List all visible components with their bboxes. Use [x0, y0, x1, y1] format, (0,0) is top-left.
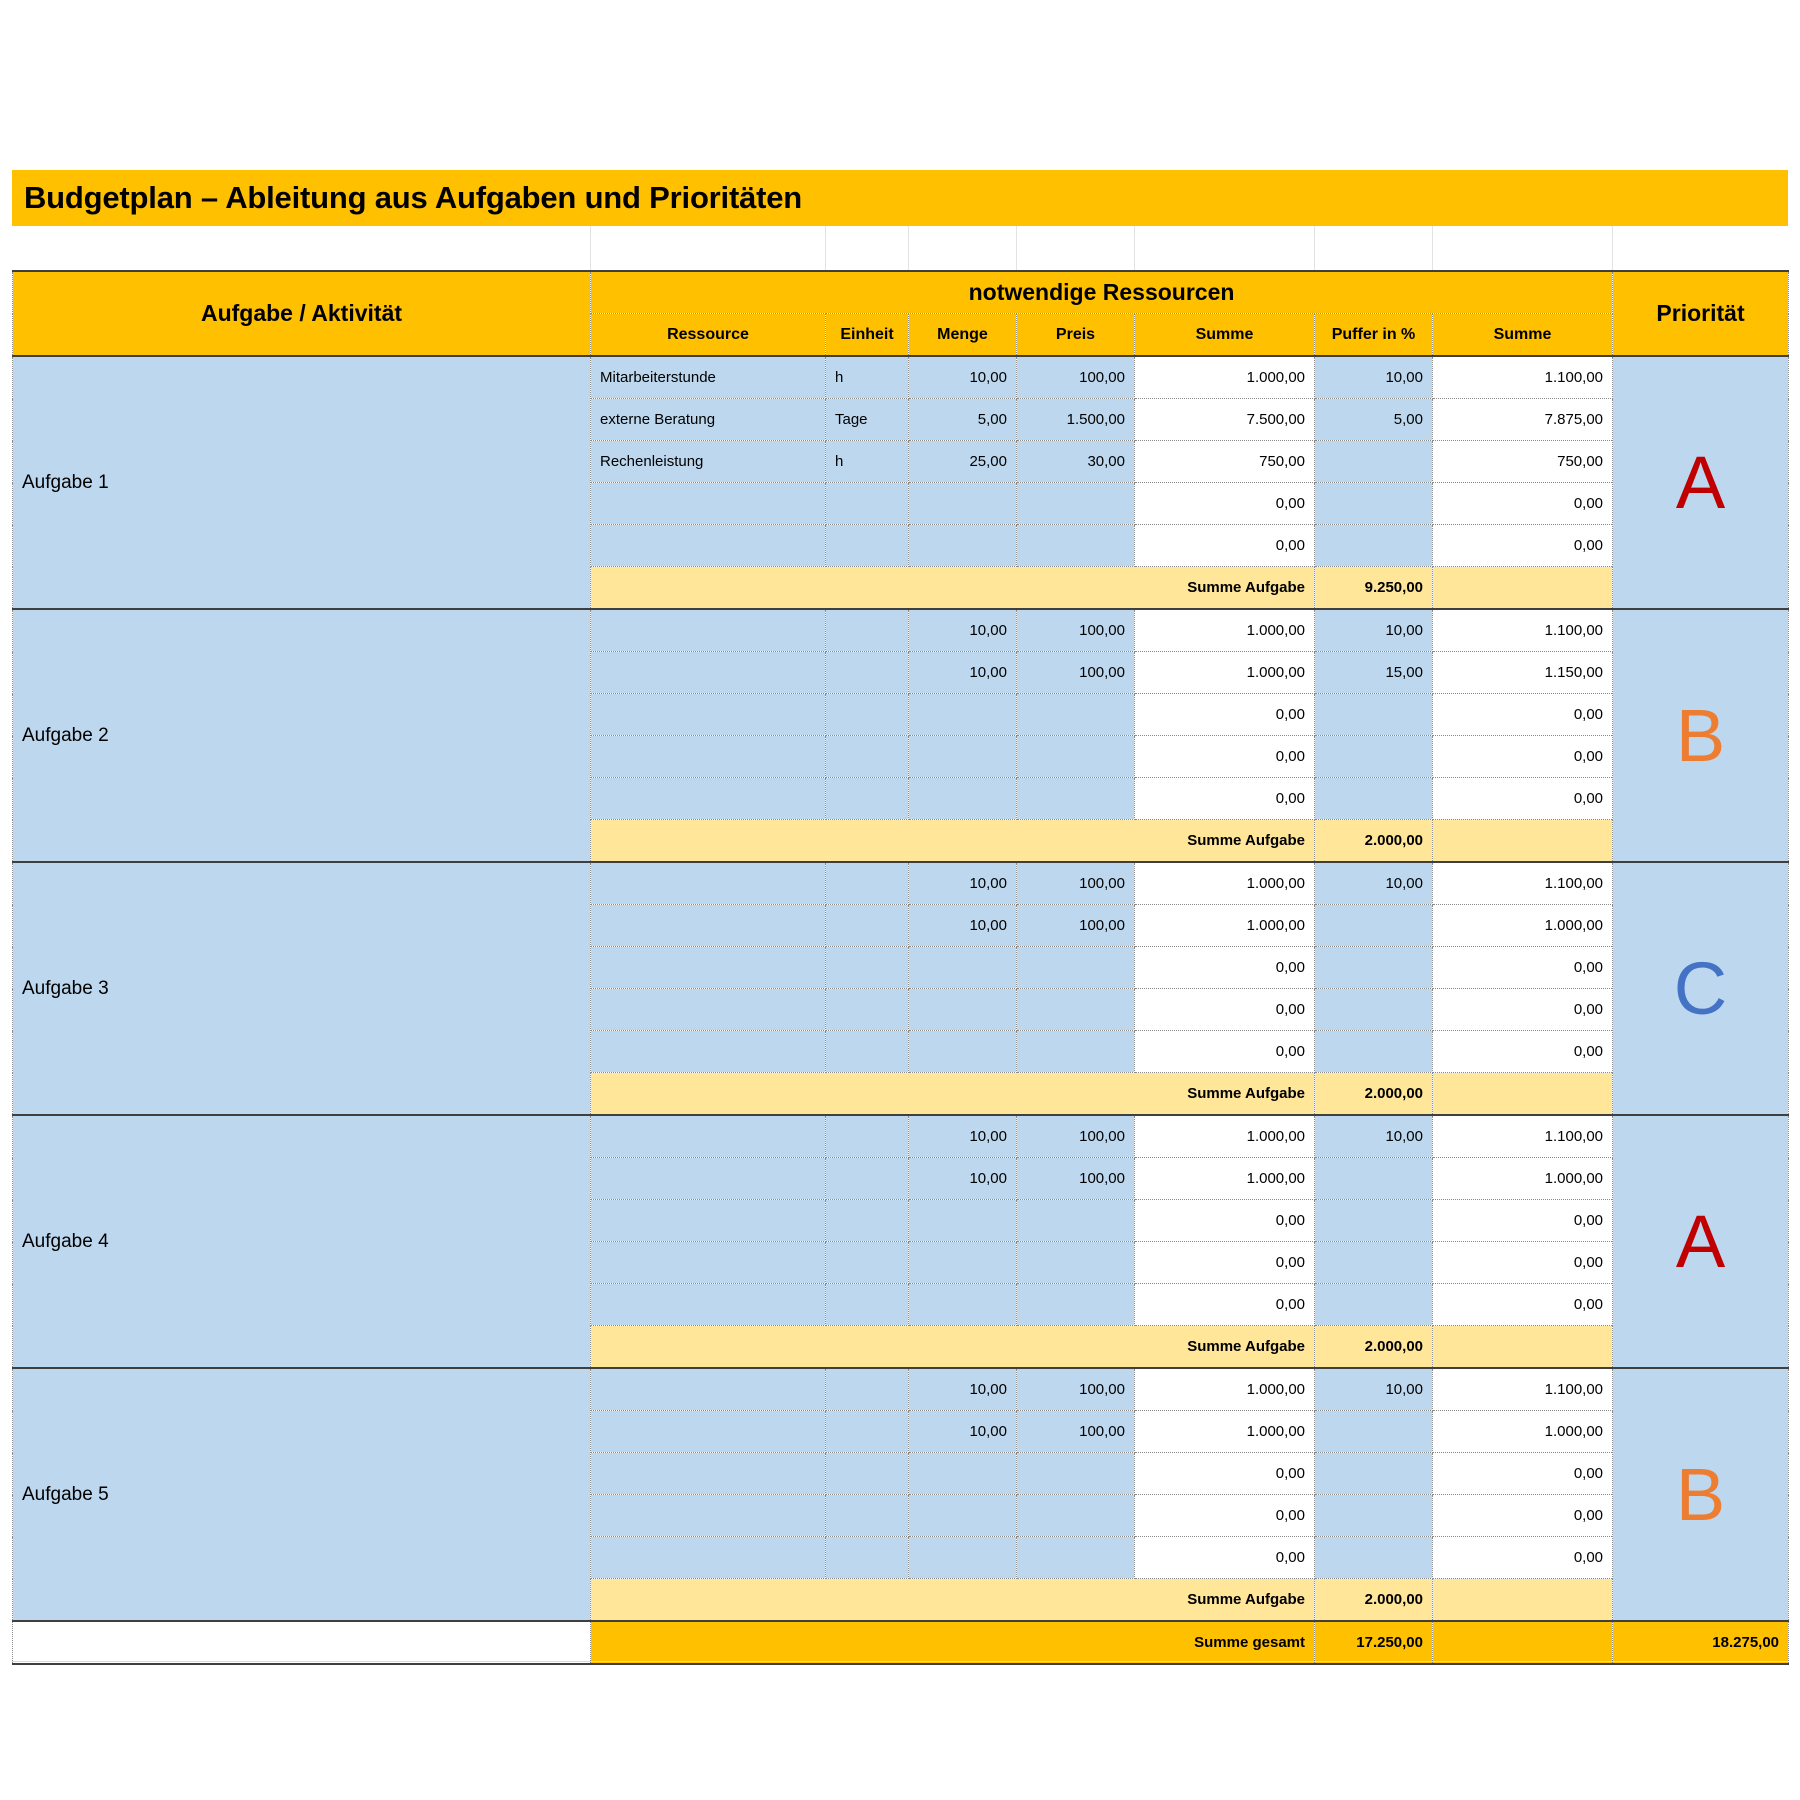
gridline: [1612, 226, 1613, 270]
cell-quantity[interactable]: 10,00: [909, 1115, 1017, 1158]
cell-buffer[interactable]: [1315, 989, 1433, 1031]
cell-resource[interactable]: [591, 1495, 826, 1537]
cell-unit[interactable]: h: [826, 441, 909, 483]
grand-total-buffer: [1433, 1621, 1613, 1664]
header-sum-with-buffer: Summe: [1433, 314, 1613, 357]
cell-price[interactable]: [1017, 947, 1135, 989]
subtotal-sum: 9.250,00: [1315, 567, 1433, 610]
cell-price[interactable]: [1017, 1200, 1135, 1242]
cell-unit[interactable]: [826, 483, 909, 525]
cell-sum-with-buffer[interactable]: 1.150,00: [1433, 652, 1613, 694]
cell-unit[interactable]: [826, 1031, 909, 1073]
cell-buffer[interactable]: 10,00: [1315, 1368, 1433, 1411]
cell-unit[interactable]: [826, 947, 909, 989]
cell-sum-with-buffer[interactable]: 7.875,00: [1433, 399, 1613, 441]
subtotal-buffer: [1433, 567, 1613, 610]
cell-buffer[interactable]: [1315, 1495, 1433, 1537]
cell-buffer[interactable]: [1315, 694, 1433, 736]
cell-sum[interactable]: 1.000,00: [1135, 1158, 1315, 1200]
cell-sum[interactable]: 0,00: [1135, 989, 1315, 1031]
cell-price[interactable]: [1017, 1537, 1135, 1579]
cell-quantity[interactable]: 10,00: [909, 356, 1017, 399]
cell-sum[interactable]: 0,00: [1135, 694, 1315, 736]
cell-resource[interactable]: [591, 1453, 826, 1495]
grand-total-sum: 17.250,00: [1315, 1621, 1433, 1664]
cell-price[interactable]: [1017, 525, 1135, 567]
cell-sum[interactable]: 1.000,00: [1135, 1368, 1315, 1411]
header-quantity: Menge: [909, 314, 1017, 357]
cell-quantity[interactable]: 10,00: [909, 1368, 1017, 1411]
cell-resource[interactable]: [591, 989, 826, 1031]
cell-sum[interactable]: 1.000,00: [1135, 652, 1315, 694]
cell-price[interactable]: 100,00: [1017, 905, 1135, 947]
subtotal-label: Summe Aufgabe: [591, 1073, 1315, 1116]
cell-buffer[interactable]: [1315, 1453, 1433, 1495]
cell-resource[interactable]: [591, 1115, 826, 1158]
cell-quantity[interactable]: [909, 1200, 1017, 1242]
gridline: [1134, 226, 1135, 270]
subtotal-sum: 2.000,00: [1315, 820, 1433, 863]
sheet-bottom-rule: [12, 1661, 1788, 1662]
task-label-cell[interactable]: Aufgabe 3: [13, 862, 591, 1115]
header-buffer: Puffer in %: [1315, 314, 1433, 357]
cell-sum-with-buffer[interactable]: 0,00: [1433, 694, 1613, 736]
cell-resource[interactable]: externe Beratung: [591, 399, 826, 441]
cell-unit[interactable]: [826, 778, 909, 820]
cell-price[interactable]: 100,00: [1017, 862, 1135, 905]
cell-resource[interactable]: [591, 1537, 826, 1579]
cell-price[interactable]: [1017, 736, 1135, 778]
cell-buffer[interactable]: [1315, 441, 1433, 483]
cell-sum-with-buffer[interactable]: 0,00: [1433, 1242, 1613, 1284]
cell-sum-with-buffer[interactable]: 0,00: [1433, 989, 1613, 1031]
cell-resource[interactable]: [591, 525, 826, 567]
cell-sum[interactable]: 0,00: [1135, 947, 1315, 989]
cell-quantity[interactable]: 10,00: [909, 609, 1017, 652]
cell-sum-with-buffer[interactable]: 0,00: [1433, 1495, 1613, 1537]
cell-sum-with-buffer[interactable]: 1.000,00: [1433, 1411, 1613, 1453]
cell-sum-with-buffer[interactable]: 1.000,00: [1433, 1158, 1613, 1200]
cell-sum-with-buffer[interactable]: 1.100,00: [1433, 1368, 1613, 1411]
cell-sum[interactable]: 0,00: [1135, 525, 1315, 567]
cell-price[interactable]: 100,00: [1017, 356, 1135, 399]
cell-unit[interactable]: [826, 989, 909, 1031]
cell-sum-with-buffer[interactable]: 0,00: [1433, 947, 1613, 989]
cell-sum[interactable]: 0,00: [1135, 736, 1315, 778]
gridline: [1016, 226, 1017, 270]
cell-sum-with-buffer[interactable]: 0,00: [1433, 1537, 1613, 1579]
cell-quantity[interactable]: [909, 1495, 1017, 1537]
cell-price[interactable]: 100,00: [1017, 1158, 1135, 1200]
cell-price[interactable]: [1017, 1031, 1135, 1073]
cell-unit[interactable]: [826, 1411, 909, 1453]
cell-price[interactable]: [1017, 1495, 1135, 1537]
cell-resource[interactable]: [591, 736, 826, 778]
priority-letter[interactable]: B: [1613, 1368, 1789, 1621]
header-sum: Summe: [1135, 314, 1315, 357]
cell-sum-with-buffer[interactable]: 0,00: [1433, 778, 1613, 820]
task-label-cell[interactable]: Aufgabe 4: [13, 1115, 591, 1368]
cell-resource[interactable]: [591, 947, 826, 989]
cell-buffer[interactable]: 10,00: [1315, 609, 1433, 652]
cell-unit[interactable]: [826, 1242, 909, 1284]
cell-sum[interactable]: 0,00: [1135, 1537, 1315, 1579]
gridline: [825, 226, 826, 270]
table-row: [13, 1115, 1789, 1158]
gridline-spacer-band: [12, 226, 1788, 270]
cell-quantity[interactable]: 25,00: [909, 441, 1017, 483]
cell-price[interactable]: 100,00: [1017, 1115, 1135, 1158]
document-title-banner: [12, 170, 1788, 226]
cell-resource[interactable]: [591, 1411, 826, 1453]
cell-resource[interactable]: [591, 778, 826, 820]
cell-buffer[interactable]: 15,00: [1315, 652, 1433, 694]
cell-sum-with-buffer[interactable]: 1.100,00: [1433, 356, 1613, 399]
cell-quantity[interactable]: [909, 1453, 1017, 1495]
cell-sum[interactable]: 0,00: [1135, 483, 1315, 525]
cell-sum[interactable]: 1.000,00: [1135, 1411, 1315, 1453]
cell-quantity[interactable]: [909, 694, 1017, 736]
cell-price[interactable]: [1017, 1242, 1135, 1284]
cell-resource[interactable]: [591, 862, 826, 905]
cell-sum-with-buffer[interactable]: 1.000,00: [1433, 905, 1613, 947]
gridline: [590, 226, 591, 270]
cell-buffer[interactable]: [1315, 1537, 1433, 1579]
cell-sum-with-buffer[interactable]: 0,00: [1433, 1031, 1613, 1073]
cell-quantity[interactable]: 5,00: [909, 399, 1017, 441]
header-priority: Priorität: [1613, 271, 1789, 356]
subtotal-label: Summe Aufgabe: [591, 1579, 1315, 1622]
cell-quantity[interactable]: 10,00: [909, 1411, 1017, 1453]
cell-resource[interactable]: Mitarbeiterstunde: [591, 356, 826, 399]
cell-sum[interactable]: 1.000,00: [1135, 609, 1315, 652]
cell-buffer[interactable]: [1315, 736, 1433, 778]
cell-resource[interactable]: [591, 1368, 826, 1411]
cell-sum-with-buffer[interactable]: 1.100,00: [1433, 609, 1613, 652]
subtotal-buffer: [1433, 1579, 1613, 1622]
grand-total-label: Summe gesamt: [591, 1621, 1315, 1664]
cell-sum[interactable]: 0,00: [1135, 1284, 1315, 1326]
cell-quantity[interactable]: 10,00: [909, 905, 1017, 947]
cell-resource[interactable]: [591, 1242, 826, 1284]
cell-unit[interactable]: [826, 1495, 909, 1537]
cell-quantity[interactable]: [909, 989, 1017, 1031]
cell-unit[interactable]: [826, 1368, 909, 1411]
cell-sum-with-buffer[interactable]: 1.100,00: [1433, 862, 1613, 905]
cell-price[interactable]: 100,00: [1017, 609, 1135, 652]
table-row: [13, 609, 1789, 652]
cell-resource[interactable]: [591, 1200, 826, 1242]
cell-price[interactable]: [1017, 694, 1135, 736]
cell-unit[interactable]: [826, 1115, 909, 1158]
cell-unit[interactable]: [826, 609, 909, 652]
cell-sum[interactable]: 1.000,00: [1135, 1115, 1315, 1158]
cell-quantity[interactable]: 10,00: [909, 652, 1017, 694]
cell-resource[interactable]: [591, 1158, 826, 1200]
cell-sum-with-buffer[interactable]: 0,00: [1433, 525, 1613, 567]
cell-quantity[interactable]: [909, 1537, 1017, 1579]
cell-buffer[interactable]: [1315, 1411, 1433, 1453]
cell-buffer[interactable]: [1315, 1158, 1433, 1200]
cell-buffer[interactable]: [1315, 1031, 1433, 1073]
cell-quantity[interactable]: 10,00: [909, 862, 1017, 905]
cell-buffer[interactable]: 10,00: [1315, 1115, 1433, 1158]
cell-sum-with-buffer[interactable]: 0,00: [1433, 736, 1613, 778]
cell-sum-with-buffer[interactable]: 0,00: [1433, 1200, 1613, 1242]
cell-sum[interactable]: 0,00: [1135, 778, 1315, 820]
cell-sum-with-buffer[interactable]: 0,00: [1433, 483, 1613, 525]
cell-unit[interactable]: [826, 1453, 909, 1495]
cell-buffer[interactable]: [1315, 483, 1433, 525]
table-row: [13, 1368, 1789, 1411]
gridline: [908, 226, 909, 270]
cell-buffer[interactable]: [1315, 1242, 1433, 1284]
subtotal-buffer: [1433, 820, 1613, 863]
cell-quantity[interactable]: [909, 1031, 1017, 1073]
header-resource: Ressource: [591, 314, 826, 357]
cell-price[interactable]: [1017, 778, 1135, 820]
cell-price[interactable]: 100,00: [1017, 1368, 1135, 1411]
cell-sum[interactable]: 0,00: [1135, 1031, 1315, 1073]
cell-quantity[interactable]: [909, 947, 1017, 989]
cell-sum-with-buffer[interactable]: 0,00: [1433, 1453, 1613, 1495]
cell-sum[interactable]: 1.000,00: [1135, 905, 1315, 947]
subtotal-label: Summe Aufgabe: [591, 820, 1315, 863]
cell-price[interactable]: 100,00: [1017, 652, 1135, 694]
subtotal-sum: 2.000,00: [1315, 1326, 1433, 1369]
priority-letter[interactable]: C: [1613, 862, 1789, 1115]
cell-quantity[interactable]: [909, 1284, 1017, 1326]
subtotal-sum: 2.000,00: [1315, 1579, 1433, 1622]
cell-unit[interactable]: [826, 1537, 909, 1579]
cell-unit[interactable]: [826, 1284, 909, 1326]
cell-unit[interactable]: [826, 652, 909, 694]
cell-unit[interactable]: h: [826, 356, 909, 399]
cell-buffer[interactable]: 5,00: [1315, 399, 1433, 441]
cell-price[interactable]: 1.500,00: [1017, 399, 1135, 441]
cell-unit[interactable]: [826, 694, 909, 736]
cell-resource[interactable]: Rechenleistung: [591, 441, 826, 483]
task-label-cell[interactable]: Aufgabe 5: [13, 1368, 591, 1621]
cell-sum[interactable]: 0,00: [1135, 1242, 1315, 1284]
priority-letter[interactable]: A: [1613, 356, 1789, 609]
cell-quantity[interactable]: [909, 736, 1017, 778]
cell-quantity[interactable]: [909, 483, 1017, 525]
priority-letter[interactable]: A: [1613, 1115, 1789, 1368]
budget-table: [12, 270, 1789, 1665]
header-price: Preis: [1017, 314, 1135, 357]
cell-unit[interactable]: [826, 736, 909, 778]
cell-buffer[interactable]: 10,00: [1315, 356, 1433, 399]
page-title: Budgetplan – Ableitung aus Aufgaben und Prioritäten: [24, 180, 803, 215]
cell-sum[interactable]: 7.500,00: [1135, 399, 1315, 441]
cell-sum[interactable]: 1.000,00: [1135, 356, 1315, 399]
cell-buffer[interactable]: [1315, 778, 1433, 820]
gridline: [1314, 226, 1315, 270]
cell-sum[interactable]: 0,00: [1135, 1495, 1315, 1537]
grand-total-row: [13, 1621, 1789, 1664]
cell-unit[interactable]: Tage: [826, 399, 909, 441]
cell-resource[interactable]: [591, 1031, 826, 1073]
table-header-row-primary: [13, 271, 1789, 314]
cell-sum[interactable]: 0,00: [1135, 1200, 1315, 1242]
cell-sum-with-buffer[interactable]: 0,00: [1433, 1284, 1613, 1326]
cell-buffer[interactable]: [1315, 1284, 1433, 1326]
grand-total-spacer: [13, 1621, 591, 1664]
cell-quantity[interactable]: [909, 778, 1017, 820]
grand-total-sum-with-buffer: 18.275,00: [1613, 1621, 1789, 1664]
cell-sum[interactable]: 750,00: [1135, 441, 1315, 483]
cell-sum-with-buffer[interactable]: 1.100,00: [1433, 1115, 1613, 1158]
cell-quantity[interactable]: [909, 1242, 1017, 1284]
cell-buffer[interactable]: [1315, 525, 1433, 567]
subtotal-label: Summe Aufgabe: [591, 1326, 1315, 1369]
cell-price[interactable]: 30,00: [1017, 441, 1135, 483]
subtotal-label: Summe Aufgabe: [591, 567, 1315, 610]
task-label-cell[interactable]: Aufgabe 1: [13, 356, 591, 609]
cell-quantity[interactable]: [909, 525, 1017, 567]
table-row: [13, 862, 1789, 905]
cell-sum-with-buffer[interactable]: 750,00: [1433, 441, 1613, 483]
subtotal-buffer: [1433, 1073, 1613, 1116]
header-unit: Einheit: [826, 314, 909, 357]
cell-price[interactable]: 100,00: [1017, 1411, 1135, 1453]
subtotal-sum: 2.000,00: [1315, 1073, 1433, 1116]
cell-price[interactable]: [1017, 1284, 1135, 1326]
cell-sum[interactable]: 0,00: [1135, 1453, 1315, 1495]
cell-resource[interactable]: [591, 483, 826, 525]
header-task: Aufgabe / Aktivität: [13, 271, 591, 356]
cell-resource[interactable]: [591, 694, 826, 736]
cell-price[interactable]: [1017, 989, 1135, 1031]
task-label-cell[interactable]: Aufgabe 2: [13, 609, 591, 862]
cell-unit[interactable]: [826, 1200, 909, 1242]
cell-resource[interactable]: [591, 609, 826, 652]
subtotal-buffer: [1433, 1326, 1613, 1369]
cell-price[interactable]: [1017, 1453, 1135, 1495]
cell-buffer[interactable]: [1315, 905, 1433, 947]
cell-resource[interactable]: [591, 652, 826, 694]
header-resources-group: notwendige Ressourcen: [591, 271, 1613, 314]
cell-unit[interactable]: [826, 1158, 909, 1200]
cell-buffer[interactable]: [1315, 1200, 1433, 1242]
cell-sum[interactable]: 1.000,00: [1135, 862, 1315, 905]
table-row: [13, 356, 1789, 399]
cell-resource[interactable]: [591, 905, 826, 947]
cell-resource[interactable]: [591, 1284, 826, 1326]
cell-unit[interactable]: [826, 905, 909, 947]
cell-unit[interactable]: [826, 862, 909, 905]
cell-unit[interactable]: [826, 525, 909, 567]
cell-price[interactable]: [1017, 483, 1135, 525]
priority-letter[interactable]: B: [1613, 609, 1789, 862]
cell-buffer[interactable]: 10,00: [1315, 862, 1433, 905]
cell-buffer[interactable]: [1315, 947, 1433, 989]
gridline: [1432, 226, 1433, 270]
cell-quantity[interactable]: 10,00: [909, 1158, 1017, 1200]
